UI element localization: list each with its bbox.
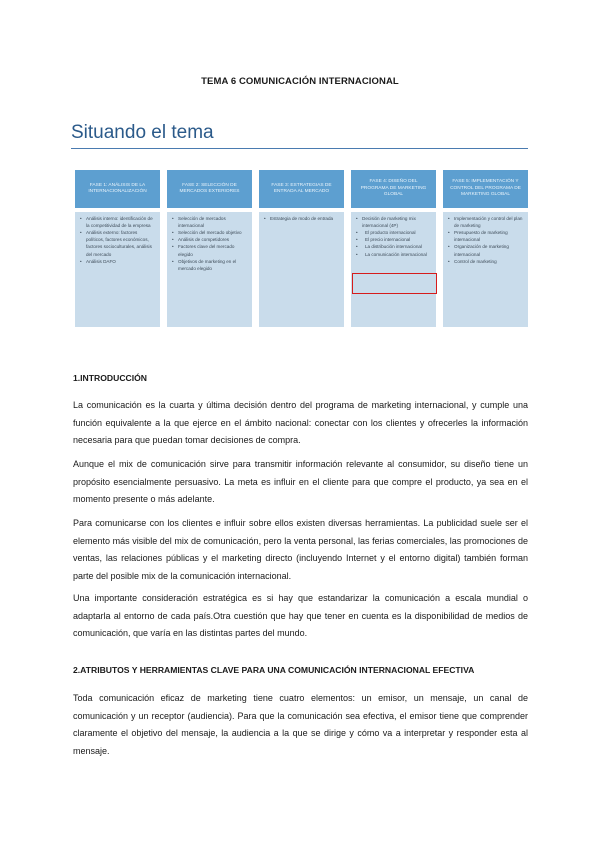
phase-header: FASE 3: ESTRATEGIAS DE ENTRADA AL MERCADO	[259, 170, 344, 208]
phase-item: • Factores clave del mercado elegido	[178, 243, 248, 257]
phase-header: FASE 5: IMPLEMENTACIÓN Y CONTROL DEL PROGRAMA DE MARKETING GLOBAL	[443, 170, 528, 208]
phase-column-5	[443, 170, 528, 327]
paragraph: Para comunicarse con los clientes e influir sobre ellos existen diversas herramientas. La publicidad suele ser el elemento más visible del mix de comunicación, pero la venta personal, las ferias comerciales, las promociones de ventas, las relaciones públicas y el marketing directo (incluyendo Internet y el entorno digital) también forman parte del posible mix de la comunicación internacional.	[73, 518, 528, 581]
heading-introduccion: 1.INTRODUCCIÓN	[73, 373, 148, 383]
phase-item-list	[447, 215, 524, 265]
phase-item: • Selección de mercados internacional	[178, 215, 248, 229]
phase-body	[443, 212, 528, 327]
phase-item: • El precio internacional	[362, 236, 432, 243]
document-title: TEMA 6 COMUNICACIÓN INTERNACIONAL	[201, 76, 399, 87]
phase-item: • La distribución internacional	[362, 243, 432, 250]
phase-item: • Implementación y control del plan de marketing	[454, 215, 524, 229]
phase-diagram	[75, 170, 525, 327]
phase-item: • Control de marketing	[454, 258, 524, 265]
phase-item: • Análisis de competidores	[178, 236, 248, 243]
heading-atributos: 2.ATRIBUTOS Y HERRAMIENTAS CLAVE PARA UNA COMUNICACIÓN INTERNACIONAL EFECTIVA	[73, 665, 475, 675]
section-rule	[71, 148, 528, 149]
phase-item: • Selección del mercado objetivo	[178, 229, 248, 236]
phase-body	[75, 212, 160, 327]
phase-item: • Análisis interno: identificación de la competitividad de la empresa	[86, 215, 156, 229]
paragraph: Una importante consideración estratégica es si hay que estandarizar la comunicación a escala mundial o adaptarla al entorno de cada país.Otra cuestión que hay que tener en cuenta es la disponibilidad de medios de comunicación, que varía en las distintas partes del mundo.	[73, 593, 528, 638]
section-heading: Situando el tema	[71, 122, 214, 143]
phase-item: • Análisis externo: factores políticos, factores económicos, factores socioculturales, análisis del mercado	[86, 229, 156, 257]
phase-column-3	[259, 170, 344, 327]
phase-header: FASE 4: DISEÑO DEL PROGRAMA DE MARKETING GLOBAL	[351, 170, 436, 208]
phase-header: FASE 1: ANÁLISIS DE LA INTERNACIONALIZACIÓN	[75, 170, 160, 208]
paragraph: Toda comunicación eficaz de marketing tiene cuatro elementos: un emisor, un mensaje, un canal de comunicación y un receptor (audiencia). Para que la comunicación sea efectiva, el emisor tiene que comprender claramente el objetivo del mensaje, la audiencia a la que se dirige y cómo va a interpretar y responder esta al mensaje.	[73, 693, 528, 756]
phase-item: • Decisión de marketing mix internacional (4P)	[362, 215, 432, 229]
phase-item-list	[355, 215, 432, 258]
phase-item: • Objetivos de marketing en el mercado elegido	[178, 258, 248, 272]
phase-item: • Estrategia de modo de entrada	[270, 215, 340, 222]
phase-item: • Presupuesto de marketing internacional	[454, 229, 524, 243]
phase-column-1	[75, 170, 160, 327]
paragraph: Aunque el mix de comunicación sirve para transmitir información relevante al consumidor, su diseño tiene un propósito esencialmente persuasivo. La meta es influir en el cliente para que compre el producto, ya sea en el momento presente o más adelante.	[73, 459, 528, 504]
phase-item: • Análisis DAFO	[86, 258, 156, 265]
phase-body	[167, 212, 252, 327]
phase-body	[351, 212, 436, 327]
phase-body	[259, 212, 344, 327]
phase-item: • El producto internacional	[362, 229, 432, 236]
phase-item-list	[263, 215, 340, 222]
phase-item-list	[79, 215, 156, 265]
phase-column-2	[167, 170, 252, 327]
phase-item: • La comunicación internacional	[362, 251, 432, 258]
phase-header: FASE 2: SELECCIÓN DE MERCADOS EXTERIORES	[167, 170, 252, 208]
paragraph: La comunicación es la cuarta y última decisión dentro del programa de marketing internacional, y cumple una función equivalente a la que ejerce en el ámbito nacional: conectar con los clientes y ofrecerles la información necesaria para que puedan tomar decisiones de compra.	[73, 400, 528, 445]
phase-item-list	[171, 215, 248, 272]
phase-column-4	[351, 170, 436, 327]
phase-item: • Organización de marketing internacional	[454, 243, 524, 257]
current-topic-highlight	[352, 273, 437, 294]
